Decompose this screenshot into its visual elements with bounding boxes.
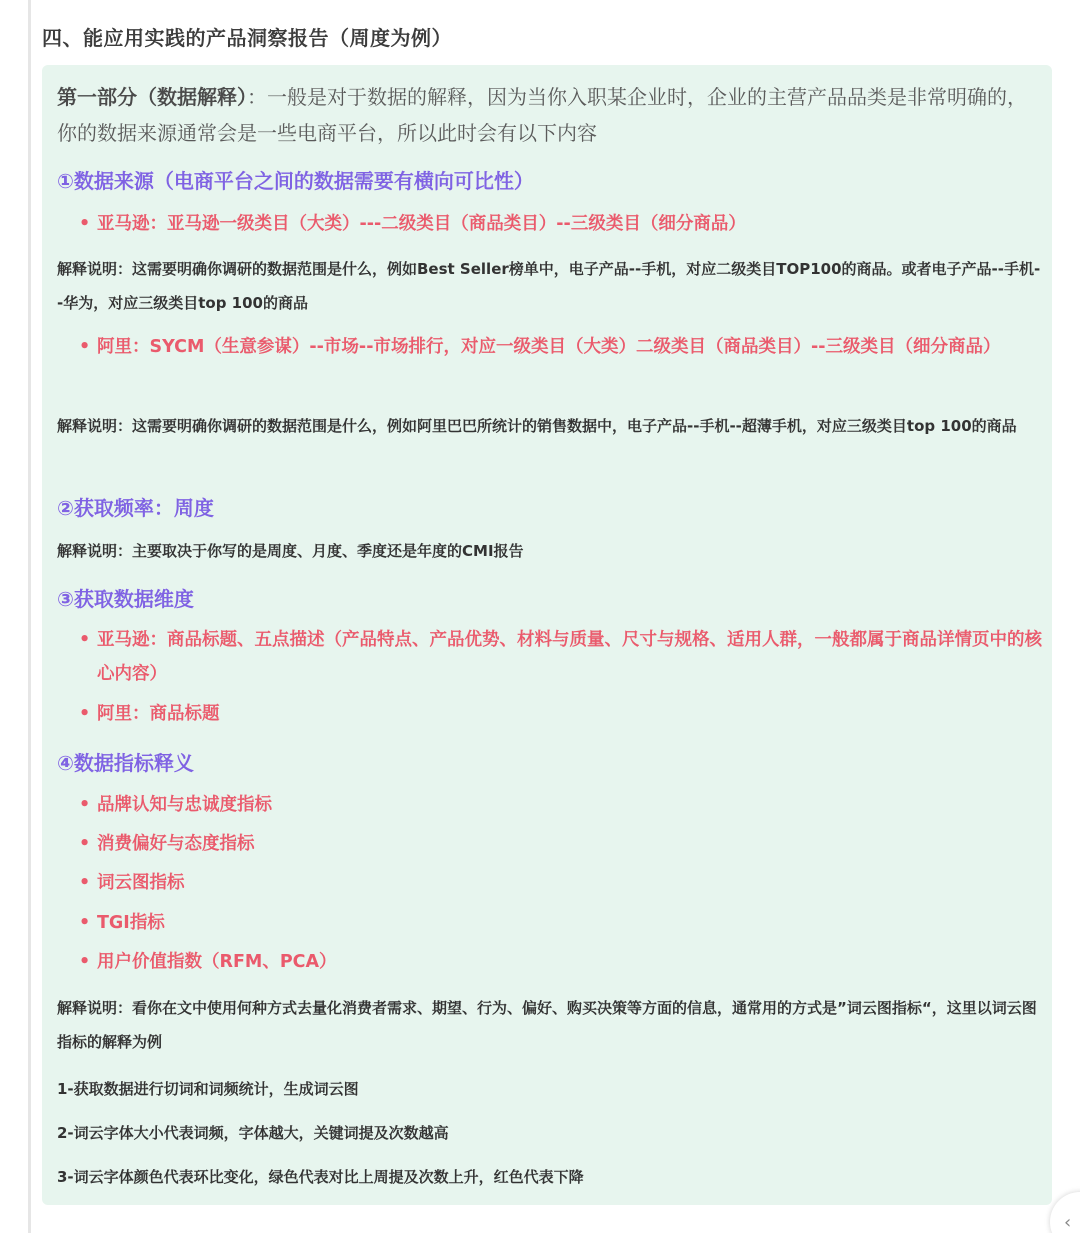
intro-label: 第一部分（数据解释） xyxy=(57,85,247,109)
source-amazon-note: 解释说明：这需要明确你调研的数据范围是什么，例如Best Seller榜单中，电子产品--手机，对应二级类目TOP100的商品。或者电子产品--手机--华为，对应三级类目top 100的商品 xyxy=(57,260,1041,312)
source-ali-note: 解释说明：这需要明确你调研的数据范围是什么，例如阿里巴巴所统计的销售数据中，电子产品--手机--超薄手机，对应三级类目top 100的商品 xyxy=(57,417,1017,435)
metrics-item: • 用户价值指数（RFM、PCA） xyxy=(57,945,1042,979)
metrics-item: • TGI指标 xyxy=(57,906,1042,940)
metrics-item: • 品牌认知与忠诚度指标 xyxy=(57,788,1042,822)
wordcloud-step: 3-词云字体颜色代表环比变化，绿色代表对比上周提及次数上升，红色代表下降 xyxy=(57,1168,584,1186)
source-heading: ①数据来源（电商平台之间的数据需要有横向可比性） xyxy=(57,169,534,193)
bullet-dot-icon: • xyxy=(79,795,91,815)
bullet-dot-icon: • xyxy=(79,873,91,893)
metrics-item: • 消费偏好与态度指标 xyxy=(57,827,1042,861)
dimension-ali-item: • 阿里：商品标题 xyxy=(57,697,1042,731)
wordcloud-step: 1-获取数据进行切词和词频统计，生成词云图 xyxy=(57,1080,359,1098)
chevron-left-icon: ‹ xyxy=(1064,1212,1072,1233)
source-ali-item: • 阿里：SYCM（生意参谋）--市场--市场排行，对应一级类目（大类）二级类目（商品类目）--三级类目（细分商品） xyxy=(57,330,1042,364)
bullet-dot-icon: • xyxy=(79,337,91,357)
bullet-dot-icon: • xyxy=(79,834,91,854)
quote-rule xyxy=(28,0,31,1233)
metrics-heading: ④数据指标释义 xyxy=(57,751,194,775)
metrics-item: • 词云图指标 xyxy=(57,866,1042,900)
bullet-dot-icon: • xyxy=(79,704,91,724)
bullet-dot-icon: • xyxy=(79,913,91,933)
dimension-heading: ③获取数据维度 xyxy=(57,587,194,611)
bullet-dot-icon: • xyxy=(79,952,91,972)
bullet-dot-icon: • xyxy=(79,214,91,234)
source-amazon-item: • 亚马逊：亚马逊一级类目（大类）---二级类目（商品类目）--三级类目（细分商品） xyxy=(57,207,1042,241)
section-heading: 四、能应用实践的产品洞察报告（周度为例） xyxy=(42,26,452,50)
intro-paragraph xyxy=(57,79,1042,151)
intro-text: ：一般是对于数据的解释，因为当你入职某企业时，企业的主营产品品类是非常明确的，你的数据来源通常会是一些电商平台，所以此时会有以下内容 xyxy=(57,85,1027,145)
scroll-back-button[interactable] xyxy=(1050,1192,1080,1233)
frequency-heading: ②获取频率：周度 xyxy=(57,496,214,520)
content-card xyxy=(42,65,1052,1205)
metrics-note: 解释说明：看你在文中使用何种方式去量化消费者需求、期望、行为、偏好、购买决策等方面的信息，通常用的方式是”词云图指标“，这里以词云图指标的解释为例 xyxy=(57,999,1037,1051)
dimension-amazon-item: • 亚马逊：商品标题、五点描述（产品特点、产品优势、材料与质量、尺寸与规格、适用人群，一般都属于商品详情页中的核心内容） xyxy=(57,623,1042,691)
wordcloud-step: 2-词云字体大小代表词频，字体越大，关键词提及次数越高 xyxy=(57,1124,449,1142)
bullet-dot-icon: • xyxy=(79,630,91,650)
frequency-note: 解释说明：主要取决于你写的是周度、月度、季度还是年度的CMI报告 xyxy=(57,542,524,560)
